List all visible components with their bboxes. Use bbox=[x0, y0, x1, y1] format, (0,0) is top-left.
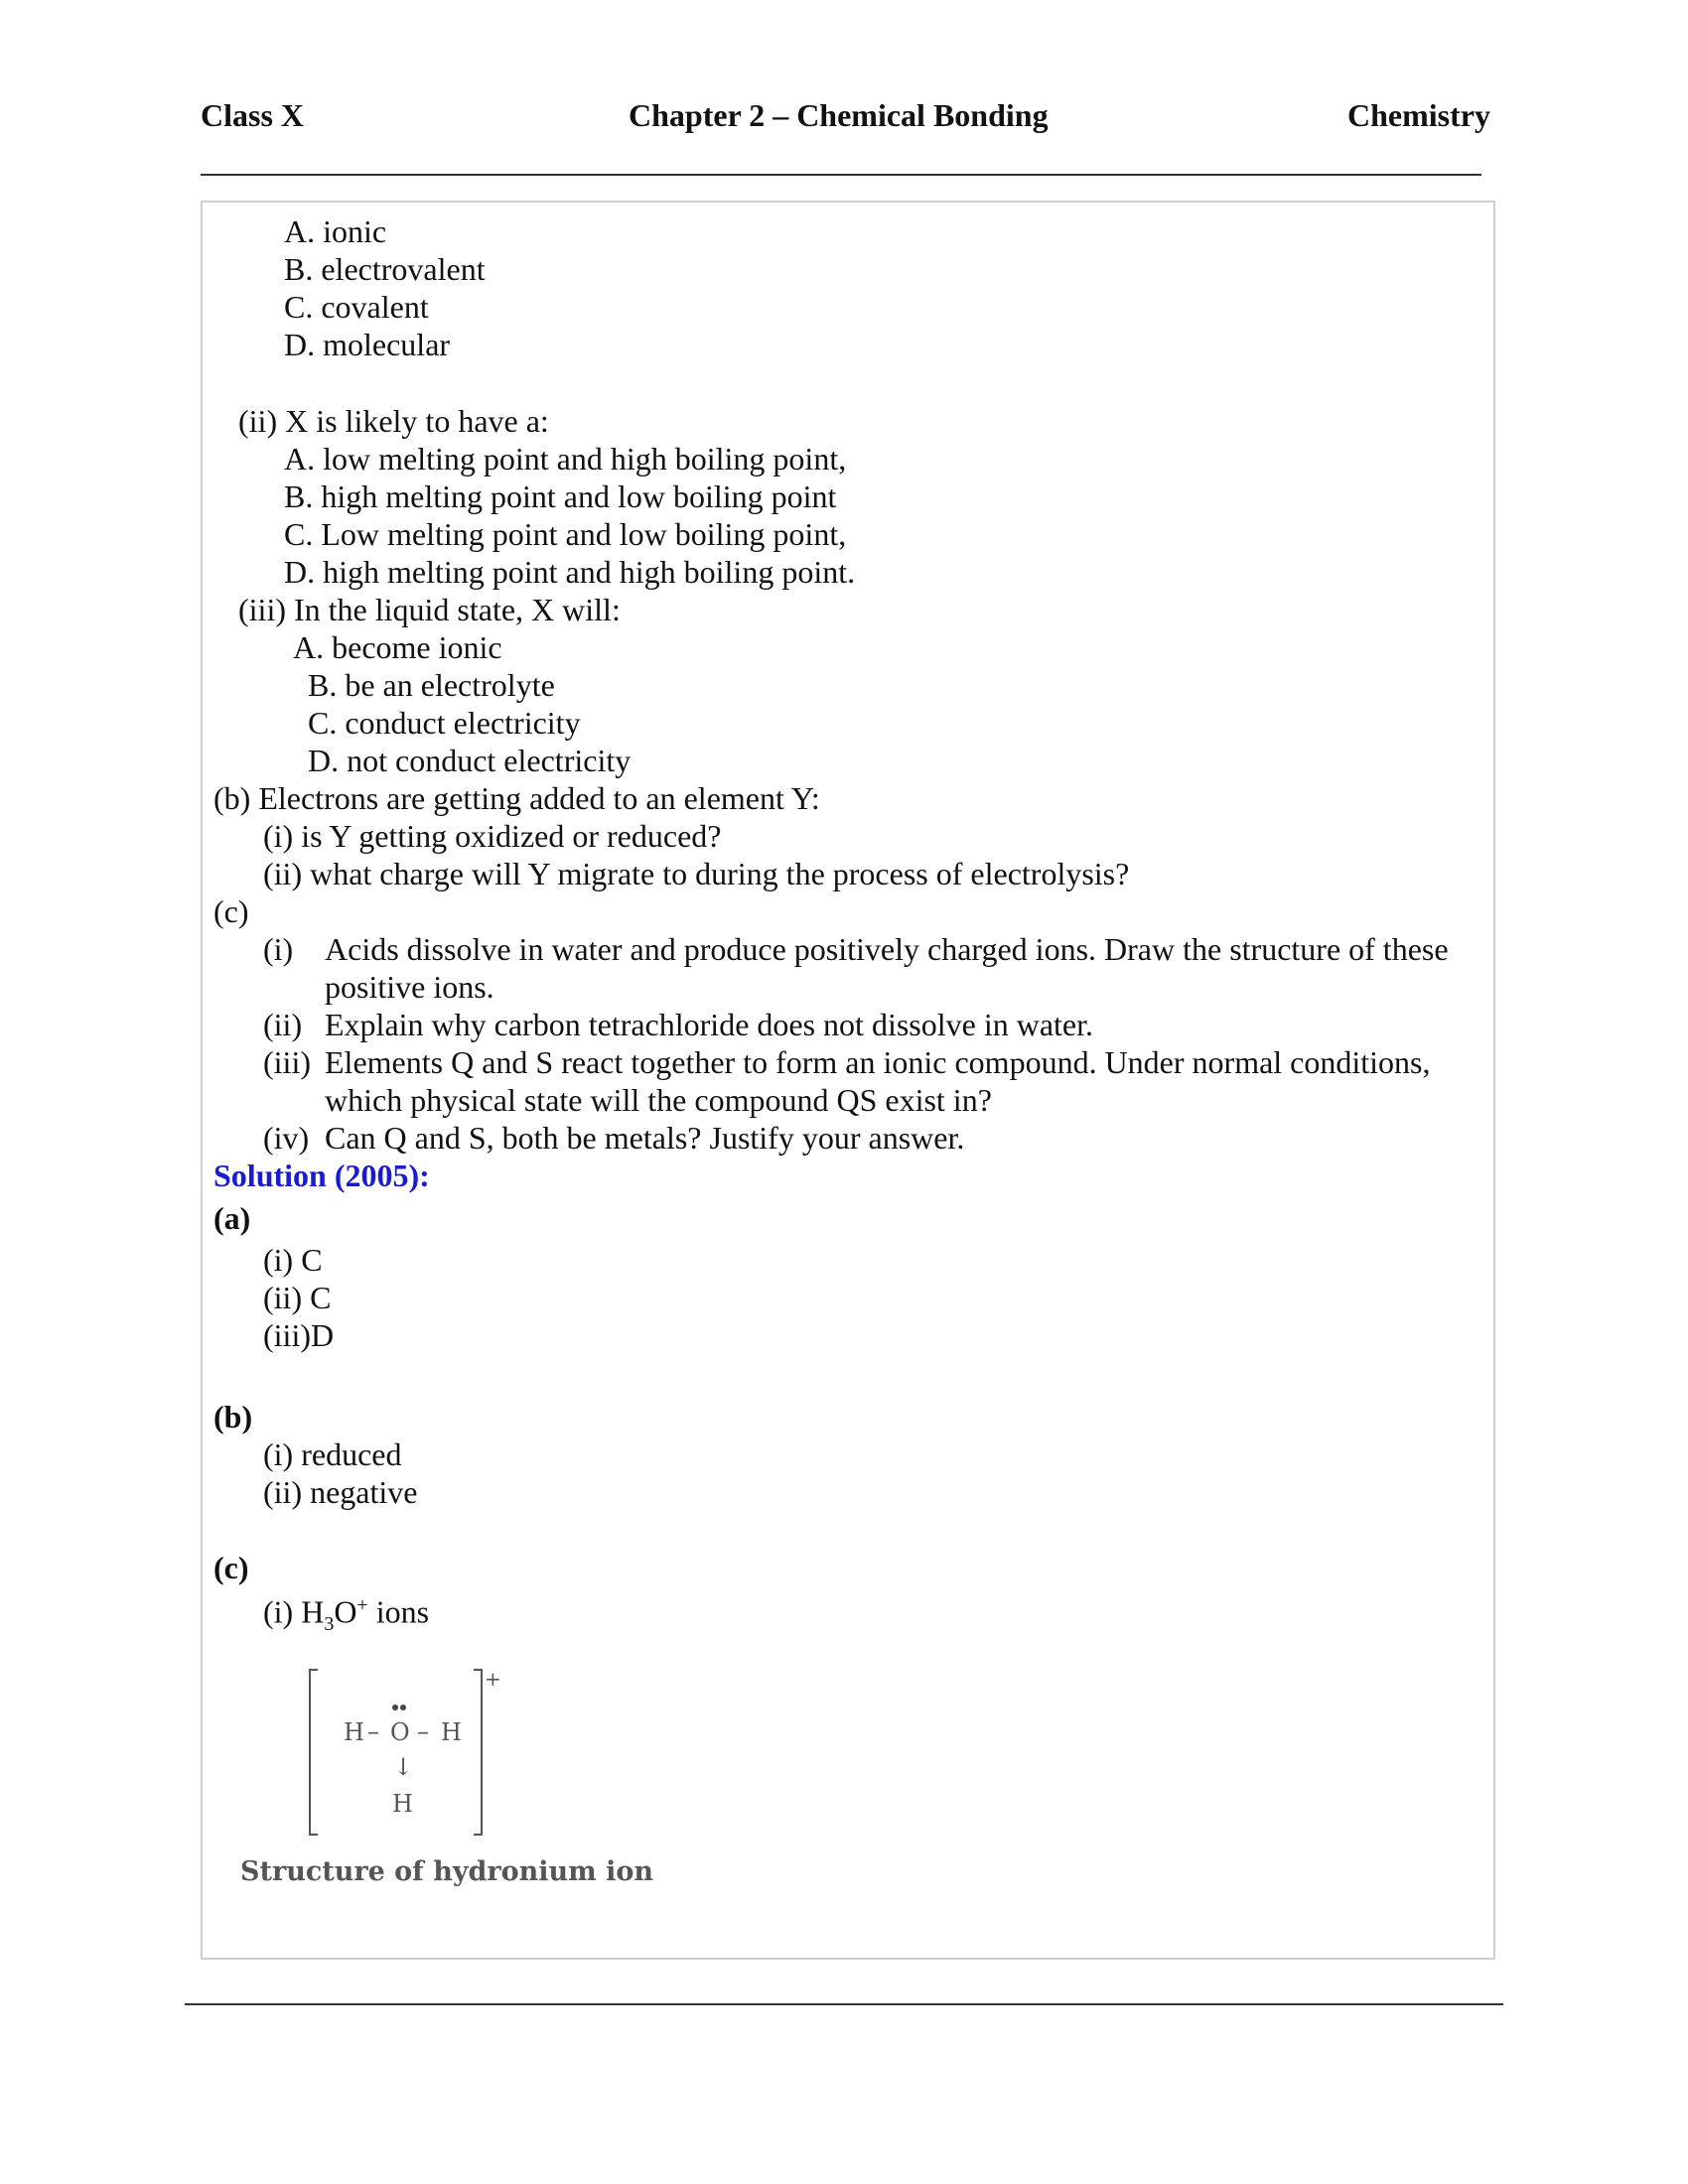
header-class: Class X bbox=[201, 97, 305, 133]
bond-dash-left: – bbox=[367, 1717, 379, 1745]
question-c-i-line2: positive ions. bbox=[325, 969, 494, 1005]
question-a-iii: (iii) In the liquid state, X will: bbox=[238, 592, 621, 627]
positive-charge: + bbox=[485, 1667, 501, 1691]
solution-b-ii: (ii) negative bbox=[263, 1474, 418, 1510]
solution-a-i: (i) C bbox=[263, 1242, 323, 1278]
right-bracket bbox=[474, 1670, 482, 1835]
solution-title: Solution (2005): bbox=[213, 1158, 430, 1193]
header-chapter: Chapter 2 – Chemical Bonding bbox=[629, 97, 1049, 133]
option-a-i-b: B. electrovalent bbox=[284, 251, 486, 287]
question-c-iii-line2: which physical state will the compound QS exist in? bbox=[325, 1082, 992, 1118]
question-c-iii-num: (iii) bbox=[263, 1044, 311, 1080]
solution-a-iii: (iii)D bbox=[263, 1317, 335, 1353]
hydronium-structure-diagram bbox=[298, 1658, 526, 1846]
solution-c-i-suffix: ions bbox=[367, 1593, 430, 1630]
bottom-hydrogen: H bbox=[392, 1790, 413, 1818]
question-c-i-line1: Acids dissolve in water and produce positively charged ions. Draw the structure of these bbox=[325, 931, 1449, 967]
left-bracket bbox=[310, 1670, 318, 1835]
solution-b-label: (b) bbox=[213, 1399, 253, 1434]
figure-caption: Structure of hydronium ion bbox=[240, 1856, 654, 1887]
question-a-ii: (ii) X is likely to have a: bbox=[238, 403, 549, 439]
option-a-iii-c: C. conduct electricity bbox=[308, 705, 581, 741]
solution-b-i: (i) reduced bbox=[263, 1436, 402, 1472]
option-a-iii-a: A. become ionic bbox=[293, 629, 502, 665]
question-c-iv-num: (iv) bbox=[263, 1120, 310, 1156]
footer-rule bbox=[185, 2003, 1503, 2005]
subscript-3: 3 bbox=[324, 1613, 335, 1636]
solution-a-ii: (ii) C bbox=[263, 1280, 332, 1315]
solution-c-label: (c) bbox=[213, 1550, 249, 1585]
header-subject: Chemistry bbox=[1347, 97, 1490, 133]
question-b-ii: (ii) what charge will Y migrate to during the process of electrolysis? bbox=[263, 856, 1130, 891]
lone-pair-dot-right bbox=[400, 1705, 406, 1710]
header-rule bbox=[201, 174, 1481, 176]
left-hydrogen: H bbox=[344, 1718, 364, 1746]
right-hydrogen: H bbox=[441, 1718, 462, 1746]
question-c-ii: Explain why carbon tetrachloride does not dissolve in water. bbox=[325, 1007, 1094, 1042]
question-c-i-num: (i) bbox=[263, 931, 294, 967]
option-a-ii-a: A. low melting point and high boiling point, bbox=[284, 441, 847, 477]
oxygen-symbol: O bbox=[334, 1593, 357, 1630]
coordinate-bond-arrow: ↓ bbox=[393, 1753, 414, 1781]
option-a-ii-c: C. Low melting point and low boiling point, bbox=[284, 516, 847, 552]
option-a-ii-d: D. high melting point and high boiling point. bbox=[284, 554, 856, 590]
question-c: (c) bbox=[213, 893, 249, 929]
question-b-i: (i) is Y getting oxidized or reduced? bbox=[263, 818, 722, 854]
plus-superscript: + bbox=[356, 1594, 368, 1616]
solution-c-i bbox=[263, 1586, 429, 1643]
question-b: (b) Electrons are getting added to an element Y: bbox=[213, 780, 820, 816]
solution-a-label: (a) bbox=[213, 1200, 251, 1236]
option-a-iii-d: D. not conduct electricity bbox=[308, 743, 632, 778]
option-a-iii-b: B. be an electrolyte bbox=[308, 667, 555, 703]
question-c-iii-line1: Elements Q and S react together to form an ionic compound. Under normal conditions, bbox=[325, 1044, 1431, 1080]
option-a-ii-b: B. high melting point and low boiling point bbox=[284, 478, 837, 514]
question-c-iv: Can Q and S, both be metals? Justify your answer. bbox=[325, 1120, 965, 1156]
solution-c-i-prefix: (i) H bbox=[263, 1593, 325, 1630]
option-a-i-c: C. covalent bbox=[284, 289, 429, 325]
option-a-i-d: D. molecular bbox=[284, 327, 451, 362]
option-a-i-a: A. ionic bbox=[284, 213, 387, 249]
oxygen-atom: O bbox=[390, 1718, 410, 1746]
lone-pair-dot-left bbox=[392, 1705, 398, 1710]
question-c-ii-num: (ii) bbox=[263, 1007, 303, 1042]
bond-dash-right: – bbox=[417, 1717, 429, 1745]
